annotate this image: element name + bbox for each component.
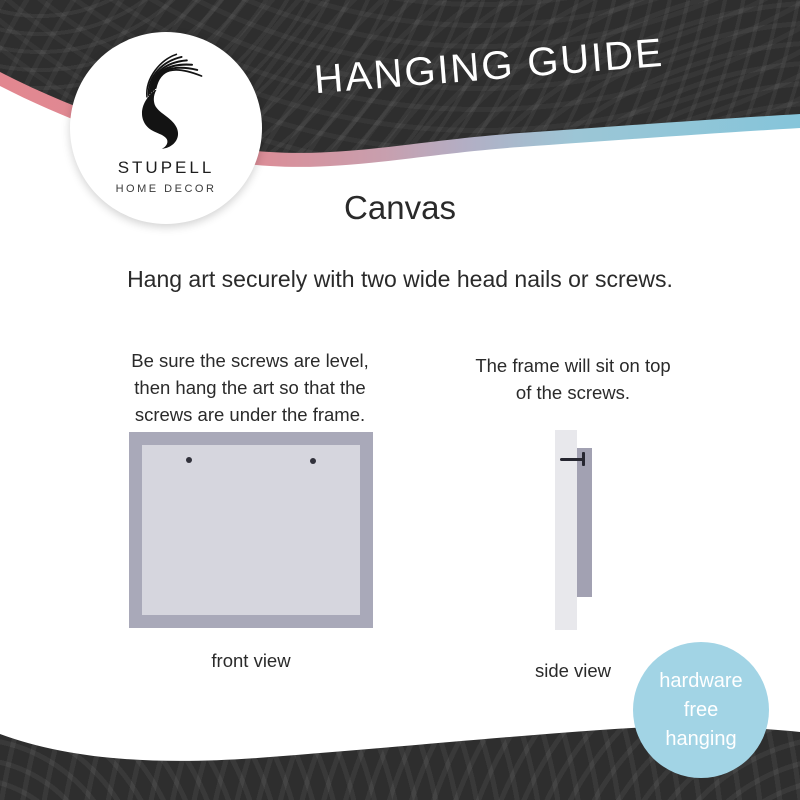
product-type-title: Canvas [344,189,456,226]
instruction-left-line: Be sure the screws are level, [131,350,369,371]
nail-head-icon [582,452,585,466]
instruction-left-line: then hang the art so that the [134,377,366,398]
brand-subtitle: HOME DECOR [115,183,217,195]
front-view-diagram [129,432,373,628]
instruction-right-line: of the screws. [515,382,631,403]
page-title: HANGING GUIDE [312,30,666,103]
screw-dot-icon [310,458,316,464]
instruction-left [118,347,382,428]
stupell-s-icon [114,50,218,154]
instruction-right [453,352,693,406]
instruction-right-line: The frame will sit on top [475,355,671,376]
nail-icon [560,458,584,461]
brand-name: STUPELL [117,158,215,177]
side-view-caption: side view [534,660,612,681]
intro-text: Hang art securely with two wide head nails or screws. [127,266,673,292]
badge-line: hanging [665,727,737,750]
badge-line: hardware [659,669,743,692]
hardware-free-badge [633,642,769,778]
instruction-left-line: screws are under the frame. [134,404,366,425]
side-view-frame-bar [577,448,592,597]
screw-dot-icon [186,457,192,463]
badge-line: free [683,698,719,721]
canvas-surface [142,445,360,615]
front-view-caption: front view [211,650,291,671]
